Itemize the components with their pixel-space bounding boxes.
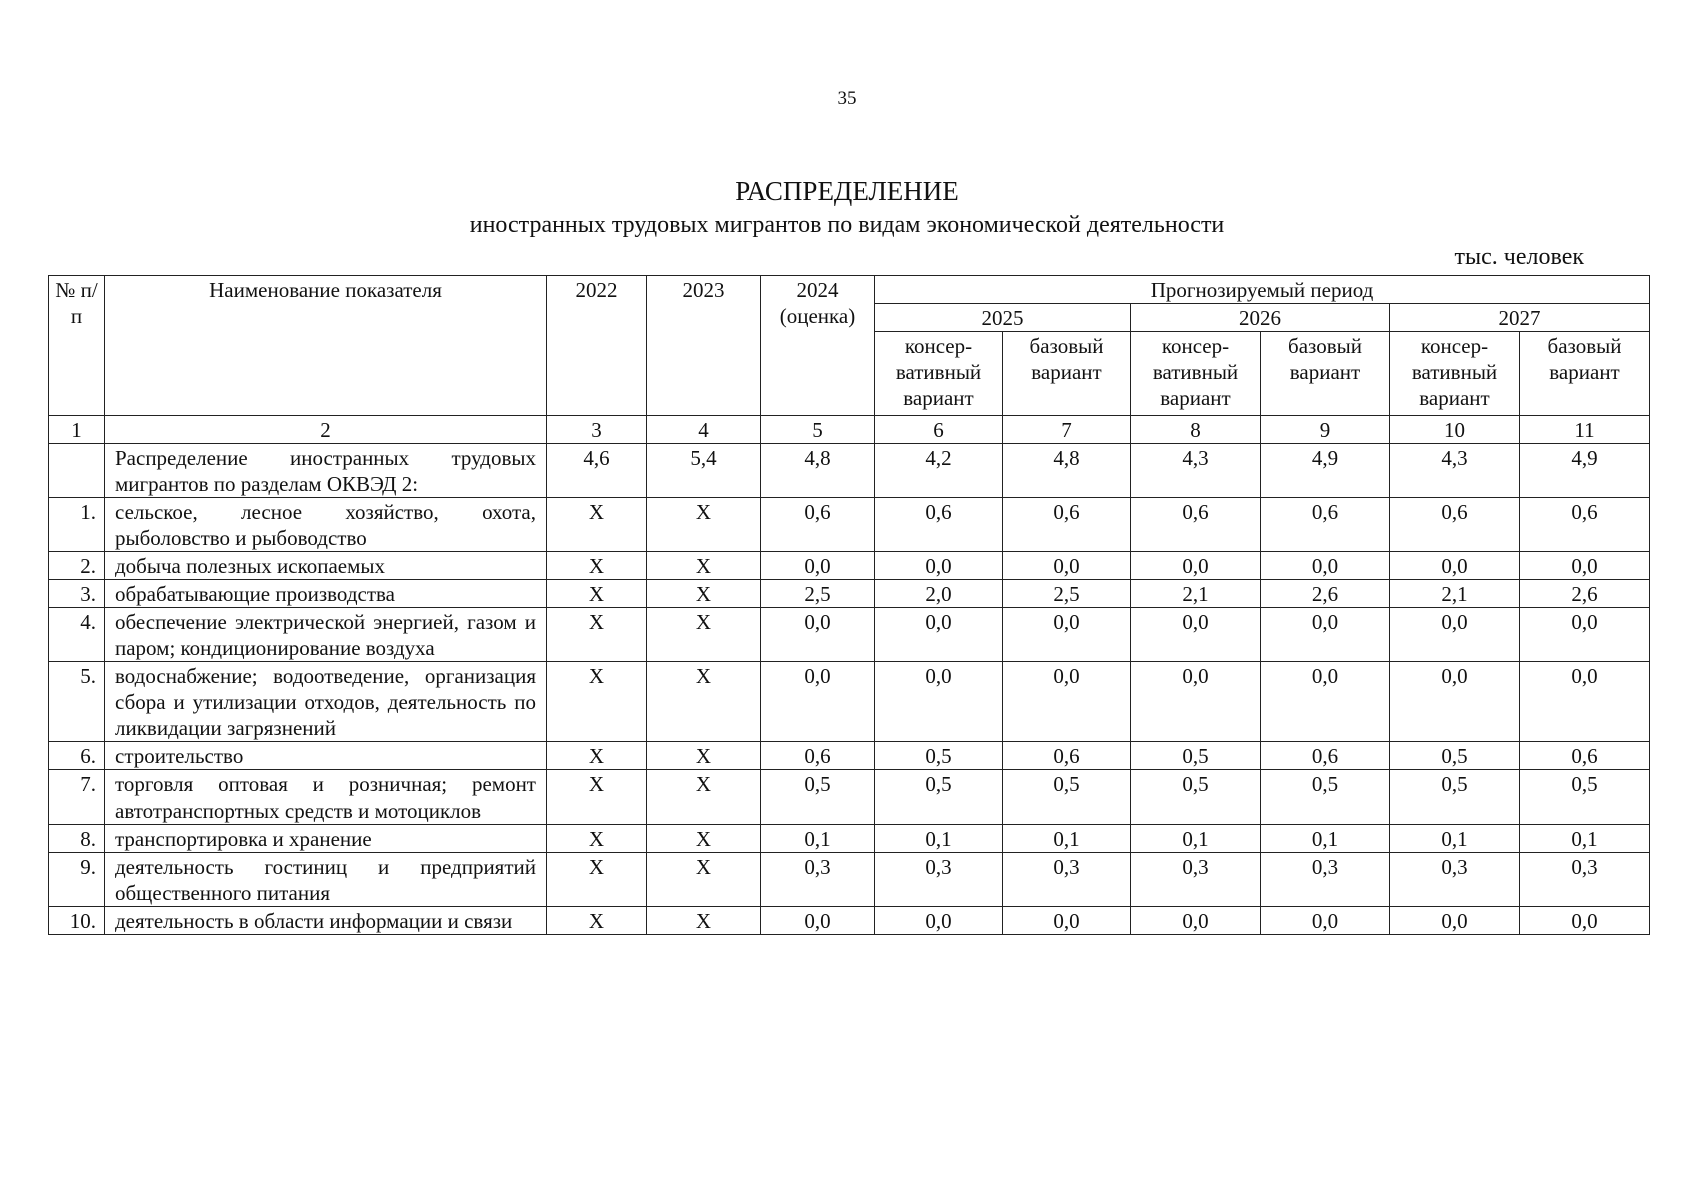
row-value: 0,0 xyxy=(1003,608,1131,662)
row-value: 0,0 xyxy=(875,552,1003,580)
header-2025-conservative: консер-вативный вариант xyxy=(875,332,1003,416)
row-indicator-name: сельское, лесное хозяйство, охота, рыболовство и рыбоводство xyxy=(105,498,547,552)
document-title: РАСПРЕДЕЛЕНИЕ xyxy=(735,176,959,206)
row-number: 4. xyxy=(49,608,105,662)
header-num: № п/п xyxy=(49,276,105,416)
header-2025-base: базовый вариант xyxy=(1003,332,1131,416)
header-2023: 2023 xyxy=(647,276,761,416)
column-number: 1 xyxy=(49,416,105,444)
row-indicator-name: строительство xyxy=(105,742,547,770)
row-value: 0,6 xyxy=(875,498,1003,552)
row-value: X xyxy=(547,770,647,824)
column-number: 11 xyxy=(1520,416,1650,444)
row-value: X xyxy=(647,552,761,580)
row-indicator-name: добыча полезных ископаемых xyxy=(105,552,547,580)
header-2022: 2022 xyxy=(547,276,647,416)
row-value: 0,0 xyxy=(761,552,875,580)
row-value: 0,5 xyxy=(1520,770,1650,824)
row-value: 2,5 xyxy=(761,580,875,608)
table-row xyxy=(49,824,1650,852)
column-number: 9 xyxy=(1261,416,1390,444)
row-value: 0,0 xyxy=(875,906,1003,934)
row-value: 0,0 xyxy=(875,608,1003,662)
row-value: 2,1 xyxy=(1131,580,1261,608)
row-value: X xyxy=(647,770,761,824)
column-number: 8 xyxy=(1131,416,1261,444)
row-value: 4,9 xyxy=(1520,444,1650,498)
row-value: 4,2 xyxy=(875,444,1003,498)
column-number: 6 xyxy=(875,416,1003,444)
column-number: 5 xyxy=(761,416,875,444)
row-value: X xyxy=(647,662,761,742)
row-value: 0,0 xyxy=(761,608,875,662)
row-indicator-name: транспортировка и хранение xyxy=(105,824,547,852)
row-value: 0,6 xyxy=(1261,742,1390,770)
row-indicator-name: обрабатывающие производства xyxy=(105,580,547,608)
header-2027-conservative: консер-вативный вариант xyxy=(1390,332,1520,416)
header-2026-conservative: консер-вативный вариант xyxy=(1131,332,1261,416)
document-subtitle: иностранных трудовых мигрантов по видам экономической деятельности xyxy=(469,212,1225,238)
row-value: 4,3 xyxy=(1131,444,1261,498)
row-value: 0,5 xyxy=(875,770,1003,824)
row-value: 0,6 xyxy=(1520,742,1650,770)
row-value: 4,9 xyxy=(1261,444,1390,498)
row-value: 4,3 xyxy=(1390,444,1520,498)
row-value: 0,3 xyxy=(761,852,875,906)
row-number: 3. xyxy=(49,580,105,608)
row-value: 0,0 xyxy=(1131,552,1261,580)
table-row xyxy=(49,580,1650,608)
row-value: 0,0 xyxy=(1003,906,1131,934)
row-value: X xyxy=(647,580,761,608)
row-value: 0,3 xyxy=(875,852,1003,906)
row-indicator-name: водоснабжение; водоотведение, организация сбора и утилизации отходов, деятельность по ликвидации загрязнений xyxy=(105,662,547,742)
row-number: 10. xyxy=(49,906,105,934)
row-value: 0,0 xyxy=(1390,552,1520,580)
row-value: 0,0 xyxy=(1520,608,1650,662)
row-value: X xyxy=(547,852,647,906)
row-value: 0,6 xyxy=(761,742,875,770)
row-value: 0,0 xyxy=(1131,906,1261,934)
row-value: 0,1 xyxy=(1131,824,1261,852)
header-2024: 2024 (оценка) xyxy=(761,276,875,416)
row-value: 0,0 xyxy=(1390,608,1520,662)
row-value: X xyxy=(547,580,647,608)
table-row xyxy=(49,770,1650,824)
row-value: X xyxy=(647,608,761,662)
migrants-distribution-table xyxy=(48,275,1650,935)
row-value: 0,6 xyxy=(1131,498,1261,552)
column-numbers-row xyxy=(49,416,1650,444)
row-value: 0,6 xyxy=(761,498,875,552)
row-value: 0,0 xyxy=(1261,906,1390,934)
row-value: 0,6 xyxy=(1390,498,1520,552)
row-value: 0,5 xyxy=(761,770,875,824)
row-value: 2,0 xyxy=(875,580,1003,608)
row-value: X xyxy=(647,824,761,852)
row-value: 4,8 xyxy=(761,444,875,498)
column-number: 7 xyxy=(1003,416,1131,444)
row-value: X xyxy=(547,906,647,934)
row-value: 0,3 xyxy=(1390,852,1520,906)
row-value: 0,6 xyxy=(1003,742,1131,770)
row-value: 0,1 xyxy=(761,824,875,852)
column-number: 4 xyxy=(647,416,761,444)
row-value: 0,0 xyxy=(1520,906,1650,934)
row-number: 1. xyxy=(49,498,105,552)
row-value: 0,5 xyxy=(875,742,1003,770)
row-value: 2,1 xyxy=(1390,580,1520,608)
row-value: 0,0 xyxy=(1003,552,1131,580)
row-number: 7. xyxy=(49,770,105,824)
row-value: 0,0 xyxy=(1520,662,1650,742)
row-value: X xyxy=(647,498,761,552)
row-value: X xyxy=(547,552,647,580)
row-value: 0,0 xyxy=(1261,662,1390,742)
table-row xyxy=(49,608,1650,662)
row-value: 0,5 xyxy=(1390,742,1520,770)
row-value: X xyxy=(547,824,647,852)
header-2027: 2027 xyxy=(1390,304,1650,332)
table-row xyxy=(49,552,1650,580)
row-value: 4,6 xyxy=(547,444,647,498)
row-value: 0,0 xyxy=(1131,608,1261,662)
row-value: 0,1 xyxy=(1390,824,1520,852)
row-value: 0,0 xyxy=(1520,552,1650,580)
table-row xyxy=(49,662,1650,742)
row-value: X xyxy=(647,852,761,906)
table-row xyxy=(49,852,1650,906)
row-indicator-name: Распределение иностранных трудовых мигрантов по разделам ОКВЭД 2: xyxy=(105,444,547,498)
row-value: 0,0 xyxy=(1390,906,1520,934)
row-value: 2,6 xyxy=(1261,580,1390,608)
row-indicator-name: торговля оптовая и розничная; ремонт автотранспортных средств и мотоциклов xyxy=(105,770,547,824)
row-value: 0,5 xyxy=(1003,770,1131,824)
row-number: 8. xyxy=(49,824,105,852)
header-name: Наименование показателя xyxy=(105,276,547,416)
row-value: 0,0 xyxy=(761,662,875,742)
header-2027-base: базовый вариант xyxy=(1520,332,1650,416)
row-value: 0,0 xyxy=(875,662,1003,742)
row-value: 0,1 xyxy=(875,824,1003,852)
column-number: 2 xyxy=(105,416,547,444)
row-number: 5. xyxy=(49,662,105,742)
row-value: 0,5 xyxy=(1390,770,1520,824)
header-2026: 2026 xyxy=(1131,304,1390,332)
row-number: 2. xyxy=(49,552,105,580)
row-value: X xyxy=(547,742,647,770)
table-row xyxy=(49,498,1650,552)
row-value: 0,0 xyxy=(1390,662,1520,742)
unit-label: тыс. человек xyxy=(1454,244,1584,270)
row-value: 0,1 xyxy=(1003,824,1131,852)
row-value: 0,5 xyxy=(1131,770,1261,824)
row-value: 0,6 xyxy=(1003,498,1131,552)
row-indicator-name: деятельность гостиниц и предприятий общественного питания xyxy=(105,852,547,906)
row-value: 0,6 xyxy=(1520,498,1650,552)
row-value: 0,0 xyxy=(1261,552,1390,580)
row-value: 0,0 xyxy=(761,906,875,934)
header-forecast: Прогнозируемый период xyxy=(875,276,1650,304)
row-indicator-name: обеспечение электрической энергией, газом и паром; кондиционирование воздуха xyxy=(105,608,547,662)
header-2026-base: базовый вариант xyxy=(1261,332,1390,416)
row-value: 0,1 xyxy=(1520,824,1650,852)
row-value: 0,6 xyxy=(1261,498,1390,552)
row-value: 0,1 xyxy=(1261,824,1390,852)
row-value: 4,8 xyxy=(1003,444,1131,498)
row-value: 5,4 xyxy=(647,444,761,498)
row-indicator-name: деятельность в области информации и связи xyxy=(105,906,547,934)
row-value: 0,3 xyxy=(1261,852,1390,906)
row-value: 0,3 xyxy=(1131,852,1261,906)
row-value: 2,5 xyxy=(1003,580,1131,608)
table-row xyxy=(49,906,1650,934)
page-number: 35 xyxy=(837,88,857,109)
table-row xyxy=(49,742,1650,770)
row-number: 9. xyxy=(49,852,105,906)
row-value: 0,0 xyxy=(1261,608,1390,662)
row-number xyxy=(49,444,105,498)
row-value: X xyxy=(647,906,761,934)
row-number: 6. xyxy=(49,742,105,770)
row-value: 0,0 xyxy=(1003,662,1131,742)
row-value: X xyxy=(547,608,647,662)
row-value: 0,5 xyxy=(1261,770,1390,824)
header-2025: 2025 xyxy=(875,304,1131,332)
row-value: X xyxy=(547,498,647,552)
row-value: 0,3 xyxy=(1003,852,1131,906)
row-value: X xyxy=(547,662,647,742)
row-value: 2,6 xyxy=(1520,580,1650,608)
column-number: 3 xyxy=(547,416,647,444)
row-value: 0,0 xyxy=(1131,662,1261,742)
row-value: 0,5 xyxy=(1131,742,1261,770)
row-value: 0,3 xyxy=(1520,852,1650,906)
table-row xyxy=(49,444,1650,498)
row-value: X xyxy=(647,742,761,770)
column-number: 10 xyxy=(1390,416,1520,444)
